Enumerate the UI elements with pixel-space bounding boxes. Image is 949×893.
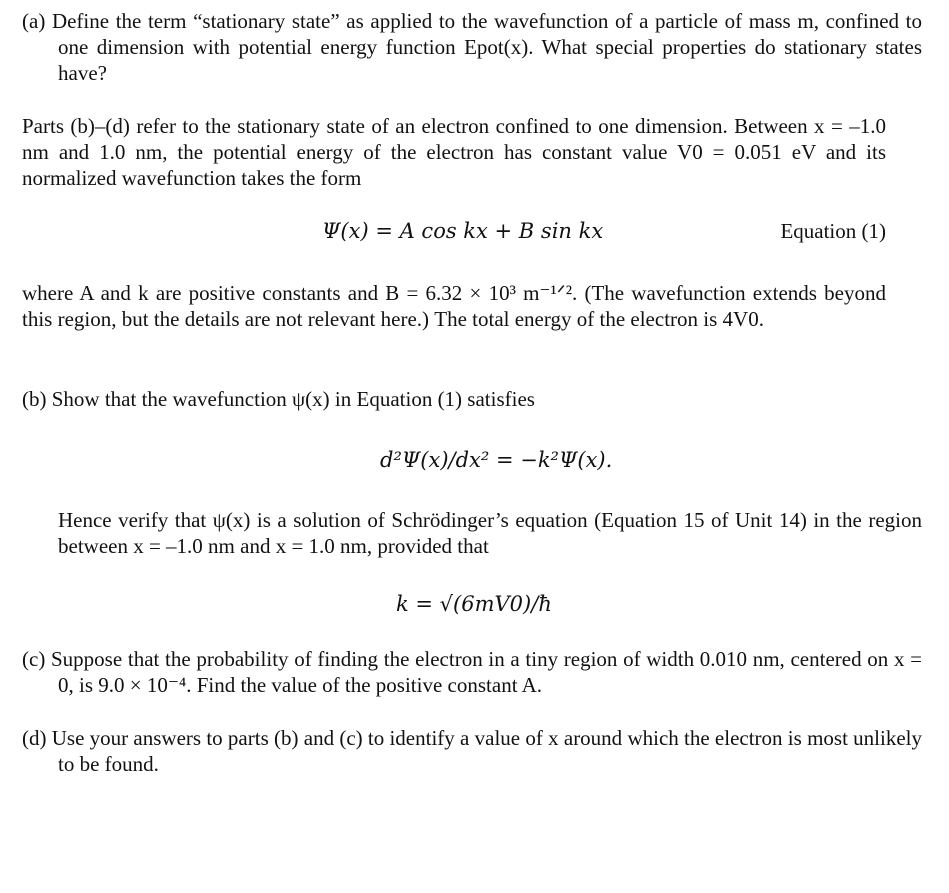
part-a-paragraph <box>22 8 922 86</box>
part-c-text: Suppose that the probability of finding the electron in a tiny region of width 0.010 nm, centered on x = 0, is 9.0 × 10⁻⁴. Find the value of the positive constant A. <box>51 647 922 697</box>
part-a-text: Define the term “stationary state” as applied to the wavefunction of a particle of mass m, confined to one dimension with potential energy function Epot(x). What special properties do stationary states have? <box>51 9 922 85</box>
part-c-label: (c) <box>22 647 46 671</box>
equation-1-label: Equation (1) <box>780 219 886 243</box>
part-d-label: (d) <box>22 726 47 750</box>
equation-1: Ψ(x) = A cos kx + B sin kx <box>322 219 604 243</box>
equation-1-row <box>22 218 886 248</box>
part-d-text: Use your answers to parts (b) and (c) to identify a value of x around which the electron is most unlikely to be found. <box>51 726 922 776</box>
part-b-label: (b) <box>22 387 47 411</box>
part-c-paragraph <box>22 646 922 698</box>
intro-paragraph: Parts (b)–(d) refer to the stationary state of an electron confined to one dimension. Between x = –1.0 nm and 1.0 nm, the potential energy of the electron has constant value V0 = 0.051 eV and its normalized wavefunction takes the form <box>22 114 886 190</box>
part-b-paragraph <box>22 386 922 412</box>
part-a-label: (a) <box>22 9 46 33</box>
part-b-text: Show that the wavefunction ψ(x) in Equation (1) satisfies <box>51 387 535 411</box>
part-b-continuation: Hence verify that ψ(x) is a solution of Schrödinger’s equation (Equation 15 of Unit 14) in the region between x = –1.0 nm and x = 1.0 nm, provided that <box>58 508 922 558</box>
part-b-equation-2: k = √(6mV0)/ħ <box>396 592 552 616</box>
part-b-equation: d²Ψ(x)/dx² = −k²Ψ(x). <box>380 448 613 472</box>
after-equation-paragraph: where A and k are positive constants and B = 6.32 × 10³ m⁻¹ᐟ². (The wavefunction extends beyond this region, but the details are not relevant here.) The total energy of the electron is 4V0. <box>22 281 886 331</box>
part-d-paragraph <box>22 725 922 777</box>
